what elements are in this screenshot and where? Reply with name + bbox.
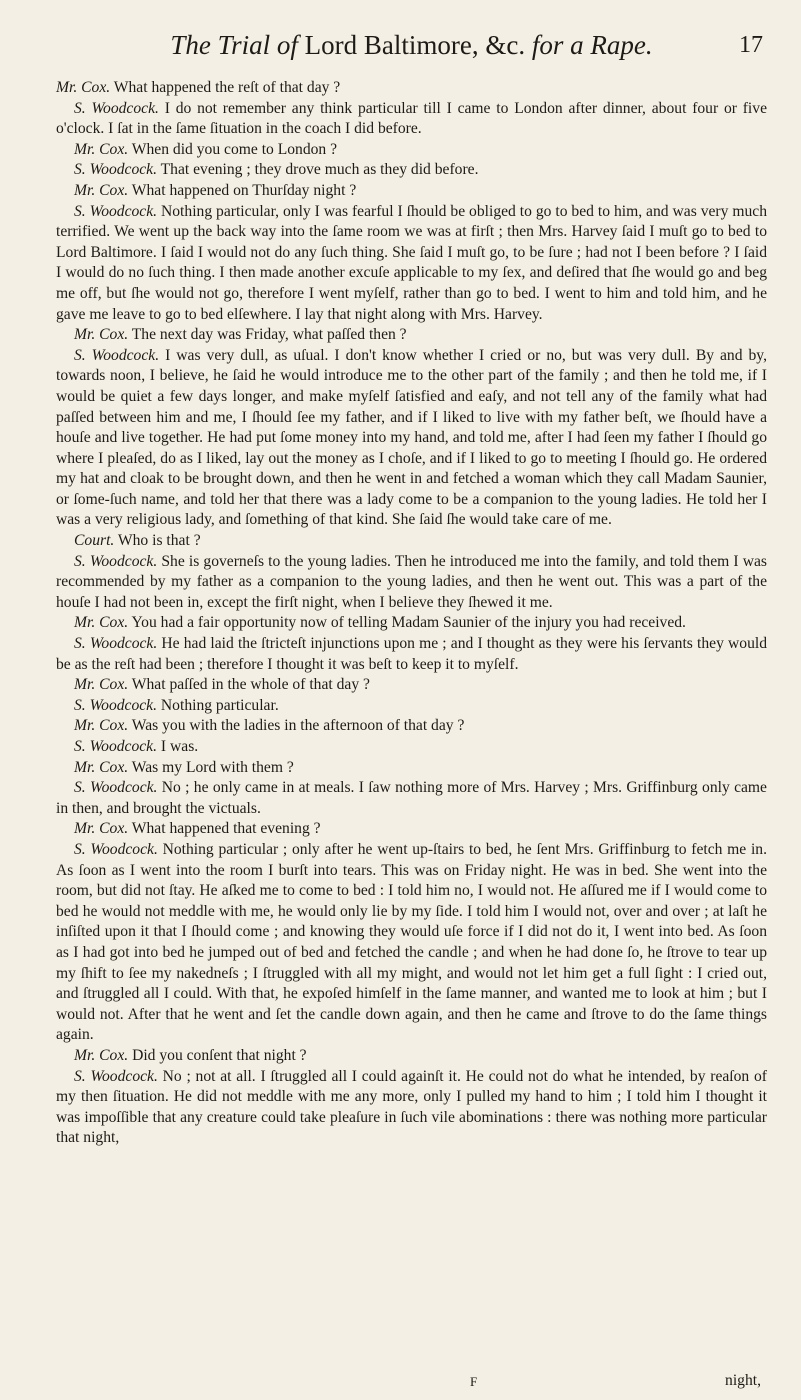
testimony-paragraph [56,613,767,634]
testimony-text: When did you come to London ? [131,140,338,158]
speaker-name: Mr. Cox. [74,820,129,838]
testimony-text: Was my Lord with them ? [131,758,294,776]
running-head [56,12,767,78]
testimony-paragraph [56,716,767,737]
speaker-name: Court. [74,532,115,550]
testimony-paragraph [56,819,767,840]
testimony-text: No ; he only came in at meals. I ſaw nothing more of Mrs. Harvey ; Mrs. Griffinburg only came in then, and brought the victuals. [56,779,767,817]
testimony-paragraph [56,346,767,531]
testimony-text: Nothing particular, only I was fearful I ſhould be obliged to go to bed to him, and was very much terrified. We went up the back way into the ſame room we was at firſt ; then Mrs. Harvey ſaid I muſt go to bed to Lord Baltimore. I ſaid I would not do any ſuch thing. She ſaid I muſt go, to be ſure ; had not I been before ? I ſaid I would do no ſuch thing. I then made another excuſe applicable to my ſex, and deſired that ſhe would go and beg me off, but ſhe would not go, therefore I went myſelf, rather than go to bed. I went to him and told him, and he gave me leave to go to bed elſewhere. I lay that night along with Mrs. Harvey. [56,202,767,323]
testimony-text: What happened that evening ? [131,820,321,838]
testimony-paragraph [56,634,767,675]
speaker-name: S. Woodcock. [74,840,158,858]
testimony-text: Nothing particular. [160,696,279,714]
testimony-text: Did you conſent that night ? [132,1046,307,1064]
testimony-paragraph [56,737,767,758]
testimony-text: No ; not at all. I ſtruggled all I could againſt it. He could not do what he intended, by reaſon of my then ſituation. He did not meddle with me any more, only I pulled my hand to him ; I told him I thought it was impoſſible that any creature could take pleaſure in ſuch vile abominations : there was nothing more particular that night, [56,1067,767,1147]
speaker-name: Mr. Cox. [74,181,129,199]
title-trial: Trial [217,30,271,60]
title-the: The [170,30,211,60]
testimony-text: I was. [160,738,199,755]
speaker-name: Mr. Cox. [74,326,129,344]
speaker-name: Mr. Cox. [74,614,129,632]
speaker-name: Mr. Cox. [74,140,129,158]
testimony-text: Who is that ? [117,532,201,550]
testimony-paragraph [56,160,767,181]
speaker-name: S. Woodcock. [74,696,158,714]
testimony-text: You had a fair opportunity now of telling Madam Saunier of the injury you had received. [131,614,686,632]
testimony-paragraph [56,1046,767,1067]
speaker-name: S. Woodcock. [74,1067,158,1085]
testimony-text: Nothing particular ; only after he went up-ſtairs to bed, he ſent Mrs. Griffinburg to fetch me in. As ſoon as I went into the room I burſt into tears. This was on Friday night. He was in bed. She went into the room, but did not ſtay. He aſked me to come to bed : I told him no, I would not. He aſſured me if I would come to bed he would not meddle with me, he would only lie by my ſide. I told him I would not, over and over ; at laſt he inſiſted upon it that I ſhould come ; and knowing they would uſe force if I did not do it, I went into bed. As ſoon as I had got into bed he jumped out of bed and fetched the candle ; and when he had done ſo, he ſtrove to tear up my ſhift to ſee my nakedneſs ; I ſtruggled with all my might, and would not let him get a full ſight : I cried out, and ſtruggled all I could. With that, he expoſed himſelf in the ſame manner, and wanted me to look at him ; but I would not. After that he went and ſet the candle down again, and then he came and ſtrove to do the ſame things again. [56,840,767,1044]
speaker-name: S. Woodcock. [74,99,159,117]
speaker-name: S. Woodcock. [74,346,160,364]
testimony-text: He had laid the ſtricteſt injunctions upon me ; and I thought as they were his ſervants they would be as the reſt had been ; therefore I thought it was beſt to keep it to myſelf. [56,635,767,673]
speaker-name: S. Woodcock. [74,635,158,653]
testimony-text: What paſſed in the whole of that day ? [131,676,370,694]
speaker-name: Mr. Cox. [74,1046,129,1064]
testimony-text: Was you with the ladies in the afternoon of that day ? [131,717,465,735]
catchword: night, [725,1372,761,1389]
title-of: of [276,30,298,60]
testimony-paragraph [56,552,767,614]
testimony-paragraph [56,140,767,161]
speaker-name: S. Woodcock. [74,161,158,179]
testimony-paragraph [56,696,767,717]
speaker-name: Mr. Cox. [56,79,111,96]
speaker-name: S. Woodcock. [74,738,158,755]
body-text [56,78,767,1149]
testimony-text: I do not remember any think particular till I came to London after dinner, about four or five o'clock. I ſat in the ſame ſituation in the coach I did before. [56,99,767,138]
speaker-name: S. Woodcock. [74,779,158,797]
testimony-text: I was very dull, as uſual. I don't know whether I cried or no, but was very dull. By and by, towards noon, I believe, he ſaid he would introduce me to the other part of the family ; and then he told me, if I would be quiet a few days longer, and make myſelf ſatisfied and eaſy, and not tell any of the family what had paſſed between him and me, I ſhould ſee my father, and if I liked to live with my father beſt, we ſhould have a houſe and live together. He had put ſome money into my hand, and told me, after I had ſeen my father I ſhould go where I pleaſed, do as I liked, lay out the money as I choſe, and if I liked to go to meeting I ſhould go. He ordered my hat and cloak to be brought down, and then he went in and fetched a woman which they call Madam Saunier, or ſome-ſuch name, and told her that there was a lady come to be a companion to the young ladies. He told her I was a very religious lady, and ſomething of that kind. She ſaid ſhe would take care of me. [56,346,767,529]
title-lord: Lord Baltimore, &c. [304,30,526,60]
speaker-name: Mr. Cox. [74,717,129,735]
testimony-paragraph [56,531,767,552]
testimony-paragraph [56,325,767,346]
testimony-paragraph [56,78,767,99]
speaker-name: Mr. Cox. [74,676,129,694]
speaker-name: S. Woodcock. [74,202,158,220]
testimony-text: She is governeſs to the young ladies. Then he introduced me into the family, and told them I was recommended by my father as a companion to the young ladies, and then he went out. This was a part of the houſe I had not been in, except the firſt night, when I believe they ſhewed it me. [56,552,767,611]
testimony-paragraph [56,778,767,819]
testimony-paragraph [56,202,767,326]
testimony-paragraph [56,1067,767,1149]
signature-mark: F [470,1374,478,1389]
testimony-text: The next day was Friday, what paſſed then ? [131,326,407,344]
speaker-name: S. Woodcock. [74,552,158,570]
testimony-paragraph [56,758,767,779]
testimony-text: What happened on Thurſday night ? [131,181,357,199]
speaker-name: Mr. Cox. [74,758,129,776]
testimony-paragraph [56,675,767,696]
title-for: for a Rape. [531,30,653,60]
testimony-paragraph [56,840,767,1046]
testimony-paragraph [56,99,767,140]
testimony-text: What happened the reſt of that day ? [113,79,341,96]
testimony-paragraph [56,181,767,202]
page-number: 17 [739,32,763,58]
testimony-text: That evening ; they drove much as they did before. [160,161,479,179]
